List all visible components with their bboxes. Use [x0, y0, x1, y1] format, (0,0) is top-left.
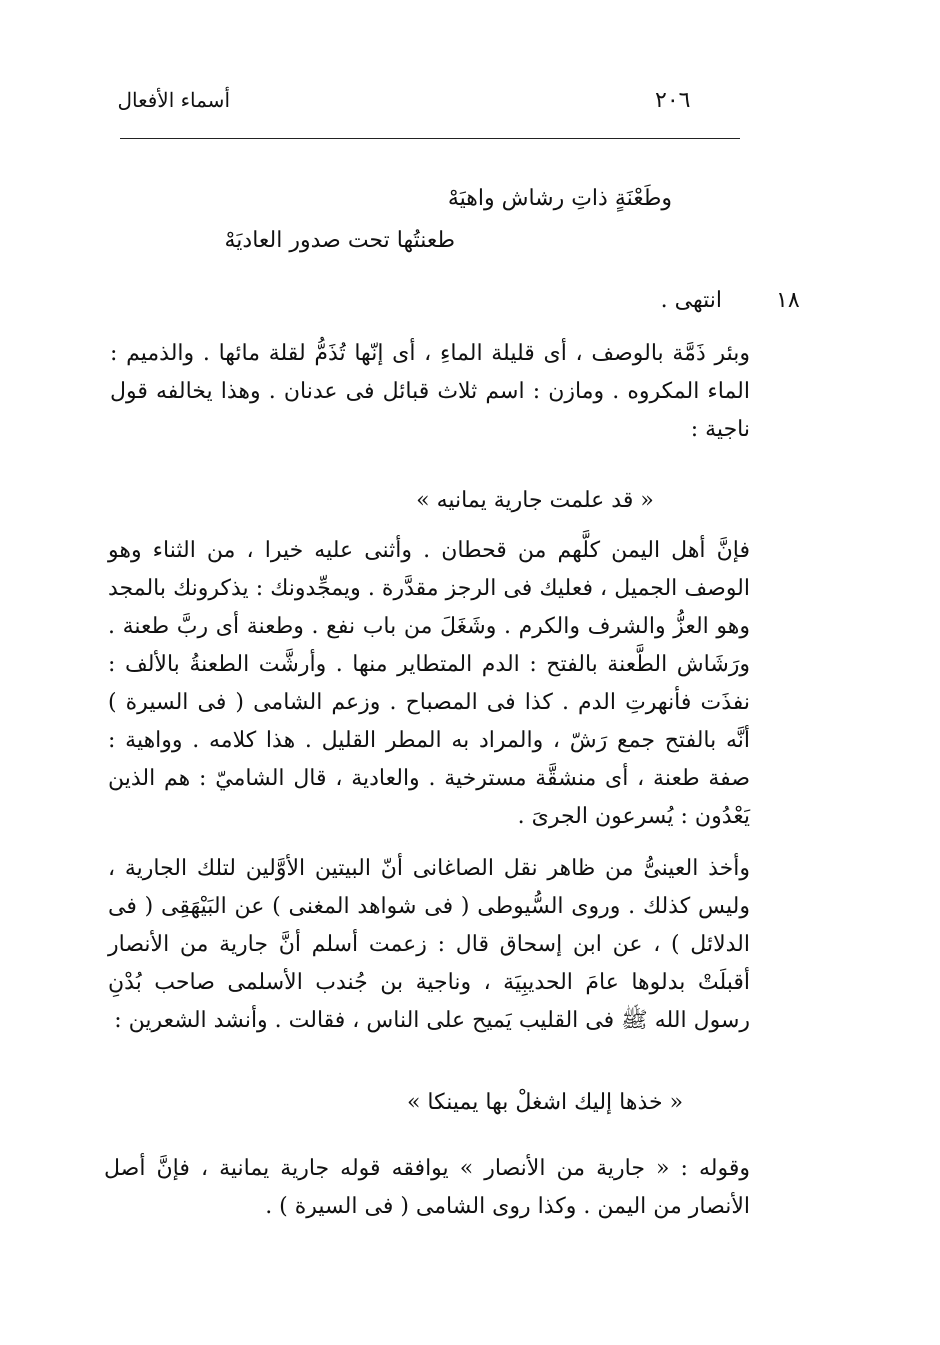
- page-number: ٢٠٦: [655, 88, 691, 113]
- verse-line-1: وطَعْنَةٍ ذاتِ رشاش واهيَهْ: [447, 186, 672, 211]
- quoted-verse-1: « قد علمت جارية يمانيه »: [416, 488, 654, 513]
- intaha-text: انتهى .: [660, 288, 722, 313]
- quoted-verse-2: « خذها إليك اشغلْ بها يمينكا »: [406, 1090, 684, 1115]
- header-rule: [120, 138, 740, 139]
- paragraph-2: فإنَّ أهل اليمن كلَّهم من قحطان . وأثنى عليه خيرا ، من الثناء وهو الوصف الجميل ، فعليك فى الرجز مقدَّرة . ويمجِّدونك : يذكرونك بالمجد وهو العزُّ والشرف والكرم . وشَغَلَ من باب نفع . وطعنة أى ربَّ طعنة . ورَشَاش الطَّعنة بالفتح : الدم المتطاير منها . وأرشَّت الطعنةُ بالألف : نفذَت فأنهرتِ الدم . كذا فى المصباح . وزعم الشامى ( فى السيرة ) أنَّه بالفتح جمع رَشّ ، والمراد به المطر القليل . هذا كلامه . وواهية : صفة طعنة ، أى منشقَّة مسترخية . والعادية ، قال الشاميّ : هم الذين يَعْدُون : يُسرعون الجرىَ .: [108, 538, 751, 829]
- paragraph-4: وقوله : « جارية من الأنصار » يوافقه قوله جارية يمانية ، فإنَّ أصل الأنصار من اليمن . وكذا روى الشامى ( فى السيرة ) .: [104, 1156, 750, 1219]
- running-header-title: أسماء الأفعال: [117, 88, 230, 112]
- paragraph-3: وأخذ العينىُّ من ظاهر نقل الصاغانى أنّ البيتين الأوَّلين لتلك الجارية ، وليس كذلك . وروى السُّيوطى ( فى شواهد المغنى ) عن البَيْهَقِى ( فى الدلائل ) ، عن ابن إسحاق قال : زعمت أسلم أنَّ جارية من الأنصار أقبلَتْ بدلوها عامَ الحديبِيَة ، وناجية بن جُندب الأسلمى صاحب بُدْنِ رسول الله ﷺ فى القليب يَميح على الناس ، فقالت . وأنشد الشعرين :: [108, 856, 750, 1033]
- paragraph-1: وبئر ذَمَّة بالوصف ، أى قليلة الماءِ ، أى إنّها تُذَمُّ لقلة مائها . والذميم : الماء المكروه . ومازن : اسم ثلاث قبائل فى عدنان . وهذا يخالفه قول ناجية :: [110, 341, 750, 442]
- line-number-marker: ١٨: [776, 288, 800, 313]
- verse-line-2: طعنتُها تحت صدور العاديَهْ: [224, 228, 455, 253]
